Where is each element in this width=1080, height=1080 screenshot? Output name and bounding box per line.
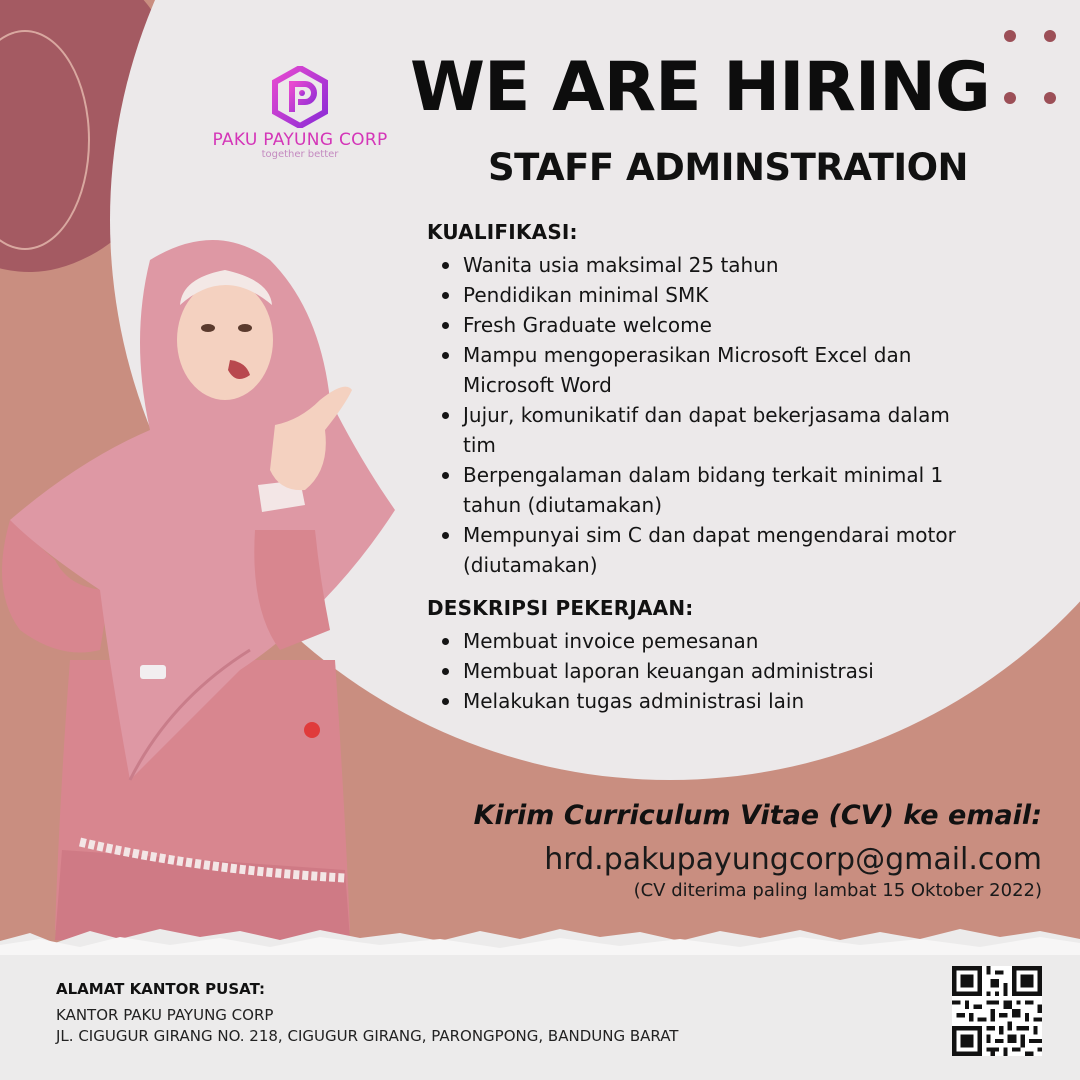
list-item: Membuat invoice pemesanan xyxy=(427,626,987,656)
cv-deadline: (CV diterima paling lambat 15 Oktober 2022) xyxy=(633,880,1042,901)
dot xyxy=(1044,92,1056,104)
qualifications-list xyxy=(427,250,962,580)
qualifications-heading: KUALIFIKASI: xyxy=(427,220,578,244)
hexagon-p-logo-icon xyxy=(272,66,328,128)
address-office-name: KANTOR PAKU PAYUNG CORP xyxy=(56,1006,274,1024)
list-item: Melakukan tugas administrasi lain xyxy=(427,686,987,716)
list-item: Wanita usia maksimal 25 tahun xyxy=(427,250,962,280)
cv-call-to-action: Kirim Curriculum Vitae (CV) ke email: xyxy=(473,800,1042,831)
qualifications-section xyxy=(427,220,987,580)
list-item: Membuat laporan keuangan administrasi xyxy=(427,656,987,686)
address-street: JL. CIGUGUR GIRANG NO. 218, CIGUGUR GIRANG, PARONGPONG, BANDUNG BARAT xyxy=(56,1027,679,1045)
qr-code-icon[interactable] xyxy=(952,966,1042,1056)
company-name: PAKU PAYUNG CORP xyxy=(212,130,388,150)
dot xyxy=(1004,92,1016,104)
decorative-dots xyxy=(1004,30,1064,110)
list-item: Mempunyai sim C dan dapat mengendarai motor (diutamakan) xyxy=(427,520,972,580)
company-tagline: together better xyxy=(261,149,339,160)
list-item: Berpengalaman dalam bidang terkait minimal 1 tahun (diutamakan) xyxy=(427,460,947,520)
job-description-heading: DESKRIPSI PEKERJAAN: xyxy=(427,596,694,620)
dot xyxy=(1004,30,1016,42)
list-item: Pendidikan minimal SMK xyxy=(427,280,962,310)
office-address xyxy=(56,980,678,1047)
email-link[interactable]: hrd.pakupayungcorp@gmail.com xyxy=(544,842,1042,877)
list-item: Jujur, komunikatif dan dapat bekerjasama dalam tim xyxy=(427,400,962,460)
model-girl-illustration xyxy=(0,230,400,960)
position-title: STAFF ADMINSTRATION xyxy=(487,146,968,189)
dot xyxy=(1044,30,1056,42)
list-item: Fresh Graduate welcome xyxy=(427,310,962,340)
company-logo xyxy=(205,66,395,160)
job-description-list xyxy=(427,626,987,716)
page-title: WE ARE HIRING xyxy=(410,48,990,127)
list-item: Mampu mengoperasikan Microsoft Excel dan Microsoft Word xyxy=(427,340,927,400)
job-description-section xyxy=(427,596,987,716)
address-heading: ALAMAT KANTOR PUSAT: xyxy=(56,980,265,998)
